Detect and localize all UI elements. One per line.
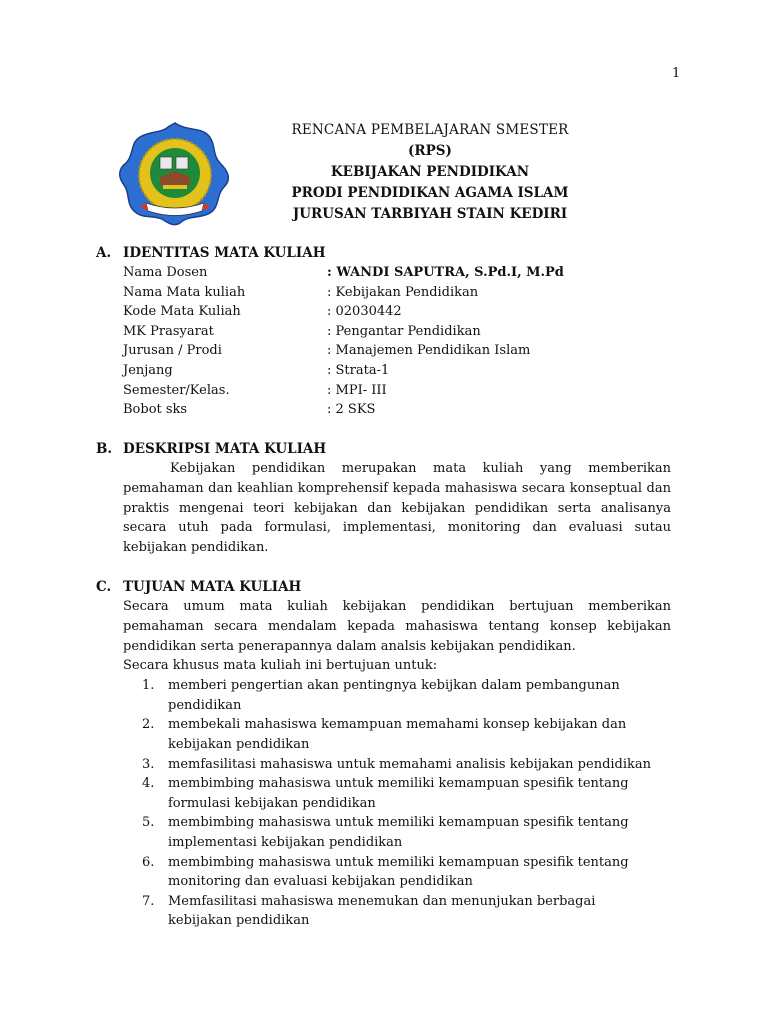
document-title-block xyxy=(266,120,594,225)
list-item xyxy=(142,715,696,754)
identity-label: Nama Mata kuliah xyxy=(123,284,246,300)
identity-row xyxy=(123,381,696,401)
section-title: DESKRIPSI MATA KULIAH xyxy=(123,441,327,457)
list-item xyxy=(142,755,696,775)
list-text: membekali mahasiswa kemampuan memahami konsep kebijakan dan kebijakan pendidikan xyxy=(168,717,627,752)
page-number: 1 xyxy=(672,66,681,81)
stain-kediri-logo xyxy=(116,121,234,227)
list-text: Memfasilitasi mahasiswa menemukan dan menunjukan berbagai kebijakan pendidikan xyxy=(168,893,596,929)
identity-row xyxy=(123,302,696,322)
list-item xyxy=(142,853,696,892)
title-line-4: PRODI PENDIDIKAN AGAMA ISLAM xyxy=(291,185,569,201)
specific-objective-intro: Secara khusus mata kuliah ini bertujuan untuk: xyxy=(123,658,438,674)
identity-row xyxy=(123,341,696,361)
identity-row xyxy=(123,283,696,303)
section-heading xyxy=(96,243,696,263)
title-line-3: KEBIJAKAN PENDIDIKAN xyxy=(330,164,530,180)
section-deskripsi xyxy=(96,439,696,558)
list-number: 4. xyxy=(142,776,155,792)
section-letter: A. xyxy=(96,245,112,261)
identity-value: : MPI- III xyxy=(327,382,387,398)
section-heading xyxy=(96,577,696,597)
identity-value: : 02030442 xyxy=(327,304,402,320)
section-letter: C. xyxy=(96,579,112,595)
list-text: memberi pengertian akan pentingnya kebijkan dalam pembangunan pendidikan xyxy=(168,678,620,713)
list-number: 5. xyxy=(142,815,155,831)
identity-label: Jenjang xyxy=(123,362,173,378)
list-text: membimbing mahasiswa untuk memiliki kemampuan spesifik tentang monitoring dan evaluasi kebijakan pendidikan xyxy=(168,854,629,890)
section-letter: B. xyxy=(96,441,113,457)
identity-row xyxy=(123,400,696,420)
title-line-5: JURUSAN TARBIYAH STAIN KEDIRI xyxy=(292,206,568,222)
general-objective-paragraph: Secara umum mata kuliah kebijakan pendidikan bertujuan memberikan pemahaman secara mendalam kepada mahasiswa tentang konsep kebijakan pendidikan serta penerapannya dalam analsis kebijakan pendidikan. xyxy=(123,599,671,654)
list-number: 6. xyxy=(142,854,155,870)
logo-inner-circle xyxy=(150,148,200,198)
section-tujuan xyxy=(96,577,696,931)
section-title: IDENTITAS MATA KULIAH xyxy=(123,245,326,261)
list-number: 1. xyxy=(142,678,155,694)
title-line-2: (RPS) xyxy=(408,143,452,159)
identity-label: MK Prasyarat xyxy=(123,323,214,339)
list-text: memfasilitasi mahasiswa untuk memahami analisis kebijakan pendidikan xyxy=(168,756,652,772)
identity-table xyxy=(123,263,696,420)
identity-label: Jurusan / Prodi xyxy=(123,343,222,359)
list-item xyxy=(142,774,696,813)
identity-row xyxy=(123,322,696,342)
list-text: membimbing mahasiswa untuk memiliki kemampuan spesifik tentang implementasi kebijakan pendidikan xyxy=(168,815,629,850)
list-item xyxy=(142,676,696,715)
identity-label: Kode Mata Kuliah xyxy=(123,304,241,320)
list-item xyxy=(142,892,696,931)
identity-label: Nama Dosen xyxy=(123,265,208,280)
list-number: 7. xyxy=(142,893,155,909)
section-heading xyxy=(96,439,696,459)
title-line-1: RENCANA PEMBELAJARAN SMESTER xyxy=(291,122,569,138)
list-item xyxy=(142,813,696,852)
section-title: TUJUAN MATA KULIAH xyxy=(123,579,302,595)
section-identitas xyxy=(96,243,696,420)
identity-row xyxy=(123,361,696,381)
identity-value: : Strata-1 xyxy=(327,362,390,378)
identity-label: Bobot sks xyxy=(123,402,188,418)
list-text: membimbing mahasiswa untuk memiliki kemampuan spesifik tentang formulasi kebijakan pendidikan xyxy=(168,776,629,811)
identity-row xyxy=(123,263,696,283)
list-number: 3. xyxy=(142,756,155,772)
identity-value: : WANDI SAPUTRA, S.Pd.I, M.Pd xyxy=(327,265,564,280)
identity-value: : Manajemen Pendidikan Islam xyxy=(327,343,531,359)
objectives-list xyxy=(142,676,696,931)
list-number: 2. xyxy=(142,717,155,733)
identity-label: Semester/Kelas. xyxy=(123,382,230,398)
identity-value: : 2 SKS xyxy=(327,402,376,418)
identity-value: : Kebijakan Pendidikan xyxy=(327,284,479,300)
description-paragraph: Kebijakan pendidikan merupakan mata kuliah yang memberikan pemahaman dan keahlian komprehensif kepada mahasiswa secara konseptual dan praktis mengenai teori kebijakan dan kebijakan pendidikan serta analisanya secara utuh pada formulasi, implementasi, monitoring dan evaluasi sutau kebijakan pendidikan. xyxy=(123,461,671,556)
identity-value: : Pengantar Pendidikan xyxy=(327,323,481,339)
